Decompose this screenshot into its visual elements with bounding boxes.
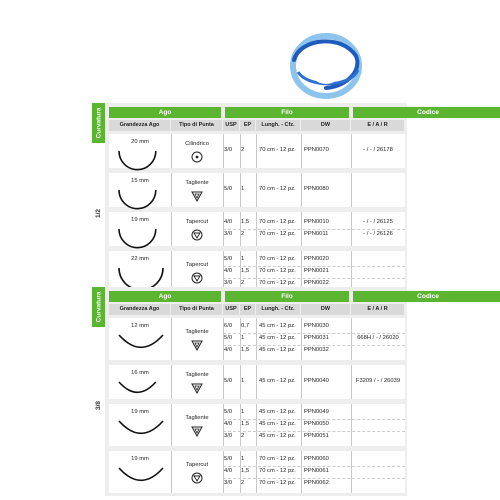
curvature-header-label: Curvatura: [95, 107, 102, 139]
subheader-usp: USP: [223, 304, 239, 315]
curvature-value-text: 3/8: [94, 400, 102, 410]
needle-curve-icon: [117, 227, 158, 250]
length-quantity-value: 45 cm - 12 pz.: [259, 409, 296, 415]
length-quantity-value: 45 cm - 12 pz.: [259, 347, 296, 353]
needle-block: [109, 404, 405, 446]
curvature-header-tab: [92, 287, 105, 327]
curvature-value-text: 1/2: [94, 208, 102, 218]
needle-size-label: 12 mm: [131, 323, 149, 329]
length-quantity-value: 70 cm - 12 pz.: [259, 147, 296, 153]
tapercut-point-icon: [191, 471, 203, 489]
ep-value: 1,5: [241, 268, 250, 274]
tip-type-label: Tapercut: [185, 462, 209, 468]
usp-value: 4/0: [224, 268, 233, 274]
needle-curve-icon: [117, 149, 158, 172]
length-quantity-value: 45 cm - 12 pz.: [259, 378, 296, 384]
tip-type-label: Tapercut: [185, 262, 209, 268]
dw-code: PPN0021: [304, 268, 329, 274]
needle-block: [109, 365, 405, 399]
dw-code: PPN0031: [304, 335, 329, 341]
ep-value: 2: [241, 147, 245, 153]
ear-code: - / - / 26178: [363, 147, 393, 153]
ep-value: 1: [241, 409, 245, 415]
subheader-dw: DW: [301, 120, 350, 131]
subheader-grandezza-ago: Grandezza Ago: [109, 120, 170, 131]
ear-code: [351, 254, 405, 265]
usp-value: 4/0: [224, 219, 233, 225]
ep-value: 1: [241, 186, 245, 192]
ear-code: [351, 407, 405, 418]
dw-code: PPN0080: [304, 186, 329, 192]
ep-value: 1: [241, 456, 245, 462]
dw-code: PPN0040: [304, 378, 329, 384]
ep-value: 2: [241, 480, 245, 486]
ear-code: - / - / 26125: [363, 219, 393, 225]
ep-value: 1,5: [241, 421, 250, 427]
table-section-1-2: [92, 103, 439, 296]
ep-value: 1: [241, 378, 245, 384]
subheader-ear: E / A / R: [351, 120, 404, 131]
needle-block: [109, 451, 405, 493]
length-quantity-value: 70 cm - 12 pz.: [259, 256, 296, 262]
needle-curve-icon: [117, 333, 165, 351]
group-header-filo: Filo: [225, 107, 349, 118]
usp-value: 3/0: [224, 433, 233, 439]
group-header-ago: Ago: [109, 291, 221, 302]
subheader-ep: EP: [240, 120, 255, 131]
needle-size-label: 22 mm: [131, 256, 149, 262]
ear-code: [351, 321, 405, 332]
tip-type-label: Tagliente: [185, 415, 209, 421]
curvature-sidebar: [92, 287, 105, 496]
length-quantity-value: 45 cm - 12 pz.: [259, 421, 296, 427]
ep-value: 1,5: [241, 347, 250, 353]
usp-value: 3/0: [224, 280, 233, 286]
suture-coil-logo: [286, 26, 366, 106]
ear-code: [351, 266, 405, 277]
ear-code: [351, 431, 405, 442]
cutting-point-icon: [191, 338, 203, 356]
subheader-tipo-punta: Tipo di Punta: [171, 120, 222, 131]
ep-value: 0,7: [241, 323, 250, 329]
needle-block: [109, 212, 405, 246]
length-quantity-value: 70 cm - 12 pz.: [259, 268, 296, 274]
length-quantity-value: 70 cm - 12 pz.: [259, 219, 296, 225]
curvature-value: [92, 210, 105, 217]
needle-size-label: 15 mm: [131, 178, 149, 184]
column-separator: [171, 451, 172, 493]
needle-size-label: 19 mm: [131, 409, 149, 415]
tip-type-label: Cilindrico: [185, 141, 209, 147]
usp-value: 5/0: [224, 256, 233, 262]
subheader-usp: USP: [223, 120, 239, 131]
tip-type-label: Tagliente: [185, 180, 209, 186]
dw-code: PPN0030: [304, 323, 329, 329]
column-separator: [171, 404, 172, 446]
cutting-point-icon: [191, 381, 203, 399]
ear-code: F3209 / - / 26039: [355, 378, 401, 384]
needle-block: [109, 134, 405, 168]
needle-curve-icon: [117, 466, 165, 484]
ep-value: 1,5: [241, 468, 250, 474]
needle-curve-icon: [117, 419, 165, 437]
dw-code: PPN0060: [304, 456, 329, 462]
ear-code: [351, 184, 405, 195]
cylindrical-point-icon: [191, 150, 203, 168]
usp-value: 5/0: [224, 186, 233, 192]
dw-code: PPN0070: [304, 147, 329, 153]
ear-code: [351, 466, 405, 477]
usp-value: 4/0: [224, 421, 233, 427]
needle-size-label: 19 mm: [131, 456, 149, 462]
column-separator: [171, 318, 172, 360]
subheader-ep: EP: [240, 304, 255, 315]
ear-code: [351, 478, 405, 489]
subheader-grandezza-ago: Grandezza Ago: [109, 304, 170, 315]
usp-value: 3/0: [224, 480, 233, 486]
usp-value: 3/0: [224, 231, 233, 237]
subheader-lungh: Lungh. - Cfz.: [256, 304, 300, 315]
tip-type-label: Tapercut: [185, 219, 209, 225]
cutting-point-icon: [191, 424, 203, 442]
dw-code: PPN0022: [304, 280, 329, 286]
length-quantity-value: 45 cm - 12 pz.: [259, 323, 296, 329]
usp-value: 5/0: [224, 335, 233, 341]
usp-value: 4/0: [224, 468, 233, 474]
group-header-filo: Filo: [225, 291, 349, 302]
needle-block: [109, 173, 405, 207]
tapercut-point-icon: [191, 228, 203, 246]
usp-value: 3/0: [224, 147, 233, 153]
length-quantity-value: 70 cm - 12 pz.: [259, 186, 296, 192]
curvature-header-tab: [92, 103, 105, 143]
ep-value: 1,5: [241, 219, 250, 225]
tip-type-label: Tagliente: [185, 372, 209, 378]
group-header-ago: Ago: [109, 107, 221, 118]
dw-code: PPN0062: [304, 480, 329, 486]
ep-value: 2: [241, 280, 245, 286]
ear-code: [351, 345, 405, 356]
length-quantity-value: 70 cm - 12 pz.: [259, 280, 296, 286]
dw-code: PPN0050: [304, 421, 329, 427]
length-quantity-value: 45 cm - 12 pz.: [259, 335, 296, 341]
ear-code: - / - / 26126: [363, 231, 393, 237]
length-quantity-value: 70 cm - 12 pz.: [259, 468, 296, 474]
ep-value: 1: [241, 335, 245, 341]
usp-value: 4/0: [224, 347, 233, 353]
length-quantity-value: 70 cm - 12 pz.: [259, 231, 296, 237]
needle-block: [109, 318, 405, 360]
tip-type-label: Tagliente: [185, 329, 209, 335]
needle-size-label: 20 mm: [131, 139, 149, 145]
ep-value: 2: [241, 433, 245, 439]
table-section-3-8: [92, 287, 439, 496]
dw-code: PPN0020: [304, 256, 329, 262]
subheader-dw: DW: [301, 304, 350, 315]
needle-curve-icon: [117, 188, 158, 211]
dw-code: PPN0061: [304, 468, 329, 474]
curvature-value: [92, 402, 105, 409]
ep-value: 2: [241, 231, 245, 237]
subheader-ear: E / A / R: [351, 304, 404, 315]
group-header-codice: Codice: [353, 291, 500, 302]
cutting-point-icon: [191, 189, 203, 207]
dw-code: PPN0049: [304, 409, 329, 415]
needle-size-label: 19 mm: [131, 217, 149, 223]
subheader-lungh: Lungh. - Cfz.: [256, 120, 300, 131]
curvature-header-label: Curvatura: [95, 291, 102, 323]
dw-code: PPN0011: [304, 231, 329, 237]
usp-value: 5/0: [224, 409, 233, 415]
usp-value: 5/0: [224, 378, 233, 384]
dw-code: PPN0051: [304, 433, 329, 439]
length-quantity-value: 70 cm - 12 pz.: [259, 480, 296, 486]
needle-size-label: 16 mm: [131, 370, 149, 376]
length-quantity-value: 45 cm - 12 pz.: [259, 433, 296, 439]
ear-code: [351, 454, 405, 465]
dw-code: PPN0032: [304, 347, 329, 353]
needle-curve-icon: [117, 380, 158, 396]
ep-value: 1: [241, 256, 245, 262]
ear-code: 668H / - / 26020: [357, 335, 399, 341]
usp-value: 6/0: [224, 323, 233, 329]
curvature-sidebar: [92, 103, 105, 296]
usp-value: 5/0: [224, 456, 233, 462]
group-header-codice: Codice: [353, 107, 500, 118]
subheader-tipo-punta: Tipo di Punta: [171, 304, 222, 315]
ear-code: [351, 419, 405, 430]
length-quantity-value: 70 cm - 12 pz.: [259, 456, 296, 462]
dw-code: PPN0010: [304, 219, 329, 225]
